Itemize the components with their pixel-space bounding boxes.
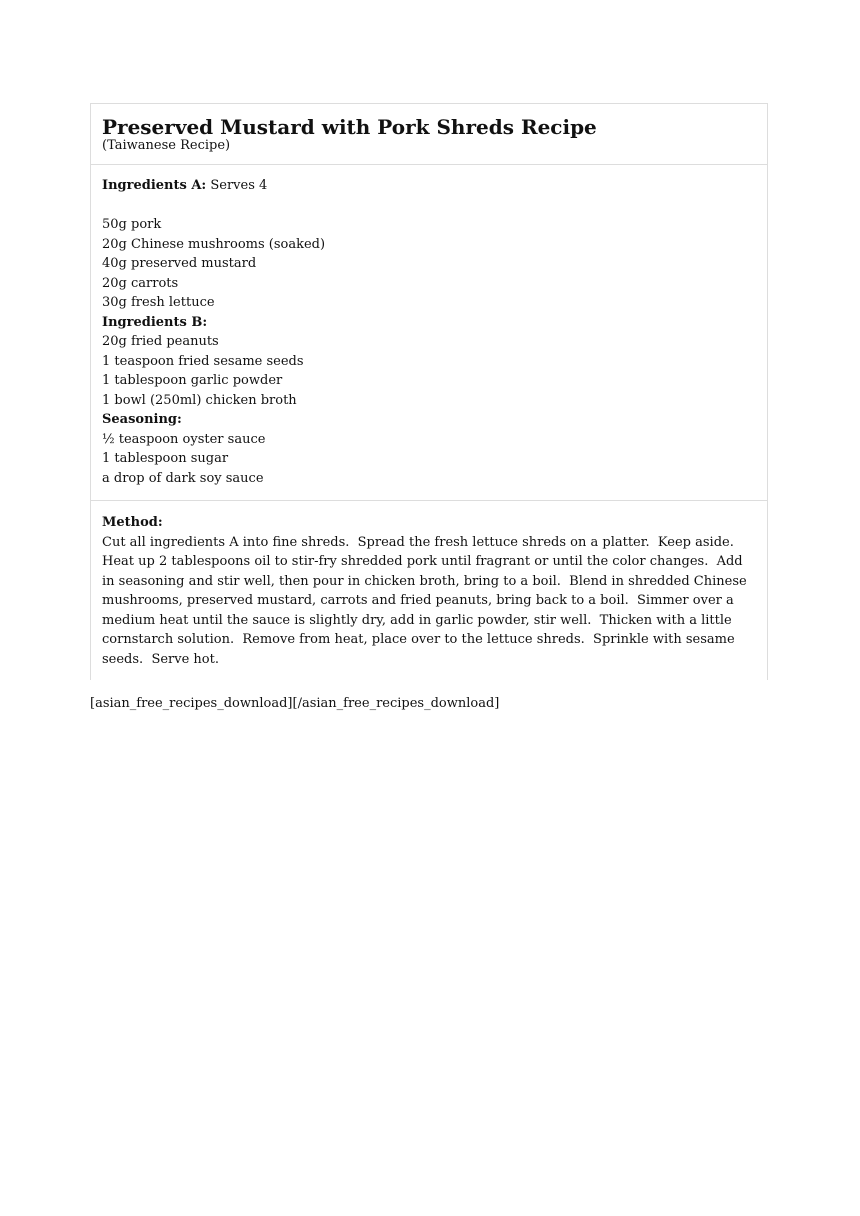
method-section <box>91 501 767 680</box>
list-item: 50g pork <box>102 217 162 232</box>
list-item: 30g fresh lettuce <box>102 295 215 310</box>
method-label: Method: <box>102 515 163 530</box>
ingredients-b-label: Ingredients B: <box>102 314 208 330</box>
method-text: Cut all ingredients A into fine shreds. Spread the fresh lettuce shreds on a platter. Keep aside. Heat up 2 tablespoons oil to stir-fry shredded pork until fragrant or until the color changes. Add in seasoning and stir well, then pour in chicken broth, bring to a boil. Blend in shredded Chinese mushrooms, preserved mustard, carrots and fried peanuts, bring back to a boil. Simmer over a medium heat until the sauce is slightly dry, add in garlic powder, stir well. Thicken with a little cornstarch solution. Remove from heat, place over to the lettuce shreds. Sprinkle with sesame seeds. Serve hot. <box>102 534 751 667</box>
list-item: 20g Chinese mushrooms (soaked) <box>102 236 326 252</box>
download-shortcode: [asian_free_recipes_download][/asian_free_recipes_download] <box>90 696 500 711</box>
serves-text: Serves 4 <box>206 178 268 193</box>
list-item: 1 tablespoon sugar <box>102 451 229 466</box>
ingredients-a-heading <box>102 176 756 196</box>
list-item: 1 teaspoon fried sesame seeds <box>102 353 304 369</box>
list-item: a drop of dark soy sauce <box>102 470 264 486</box>
list-item: ½ teaspoon oyster sauce <box>102 431 266 447</box>
list-item: 20g carrots <box>102 275 179 291</box>
seasoning-label: Seasoning: <box>102 412 182 427</box>
list-item: 1 tablespoon garlic powder <box>102 373 283 388</box>
recipe-header <box>91 104 767 165</box>
ingredients-section <box>91 165 767 501</box>
list-item: 20g fried peanuts <box>102 334 219 349</box>
ingredients-a-label: Ingredients A: <box>102 178 207 193</box>
list-item: 40g preserved mustard <box>102 256 257 271</box>
spacer <box>102 196 756 216</box>
recipe-card <box>90 103 768 680</box>
list-item: 1 bowl (250ml) chicken broth <box>102 392 297 408</box>
recipe-subtitle: (Taiwanese Recipe) <box>102 138 231 153</box>
recipe-title: Preserved Mustard with Pork Shreds Recipe <box>102 115 597 139</box>
